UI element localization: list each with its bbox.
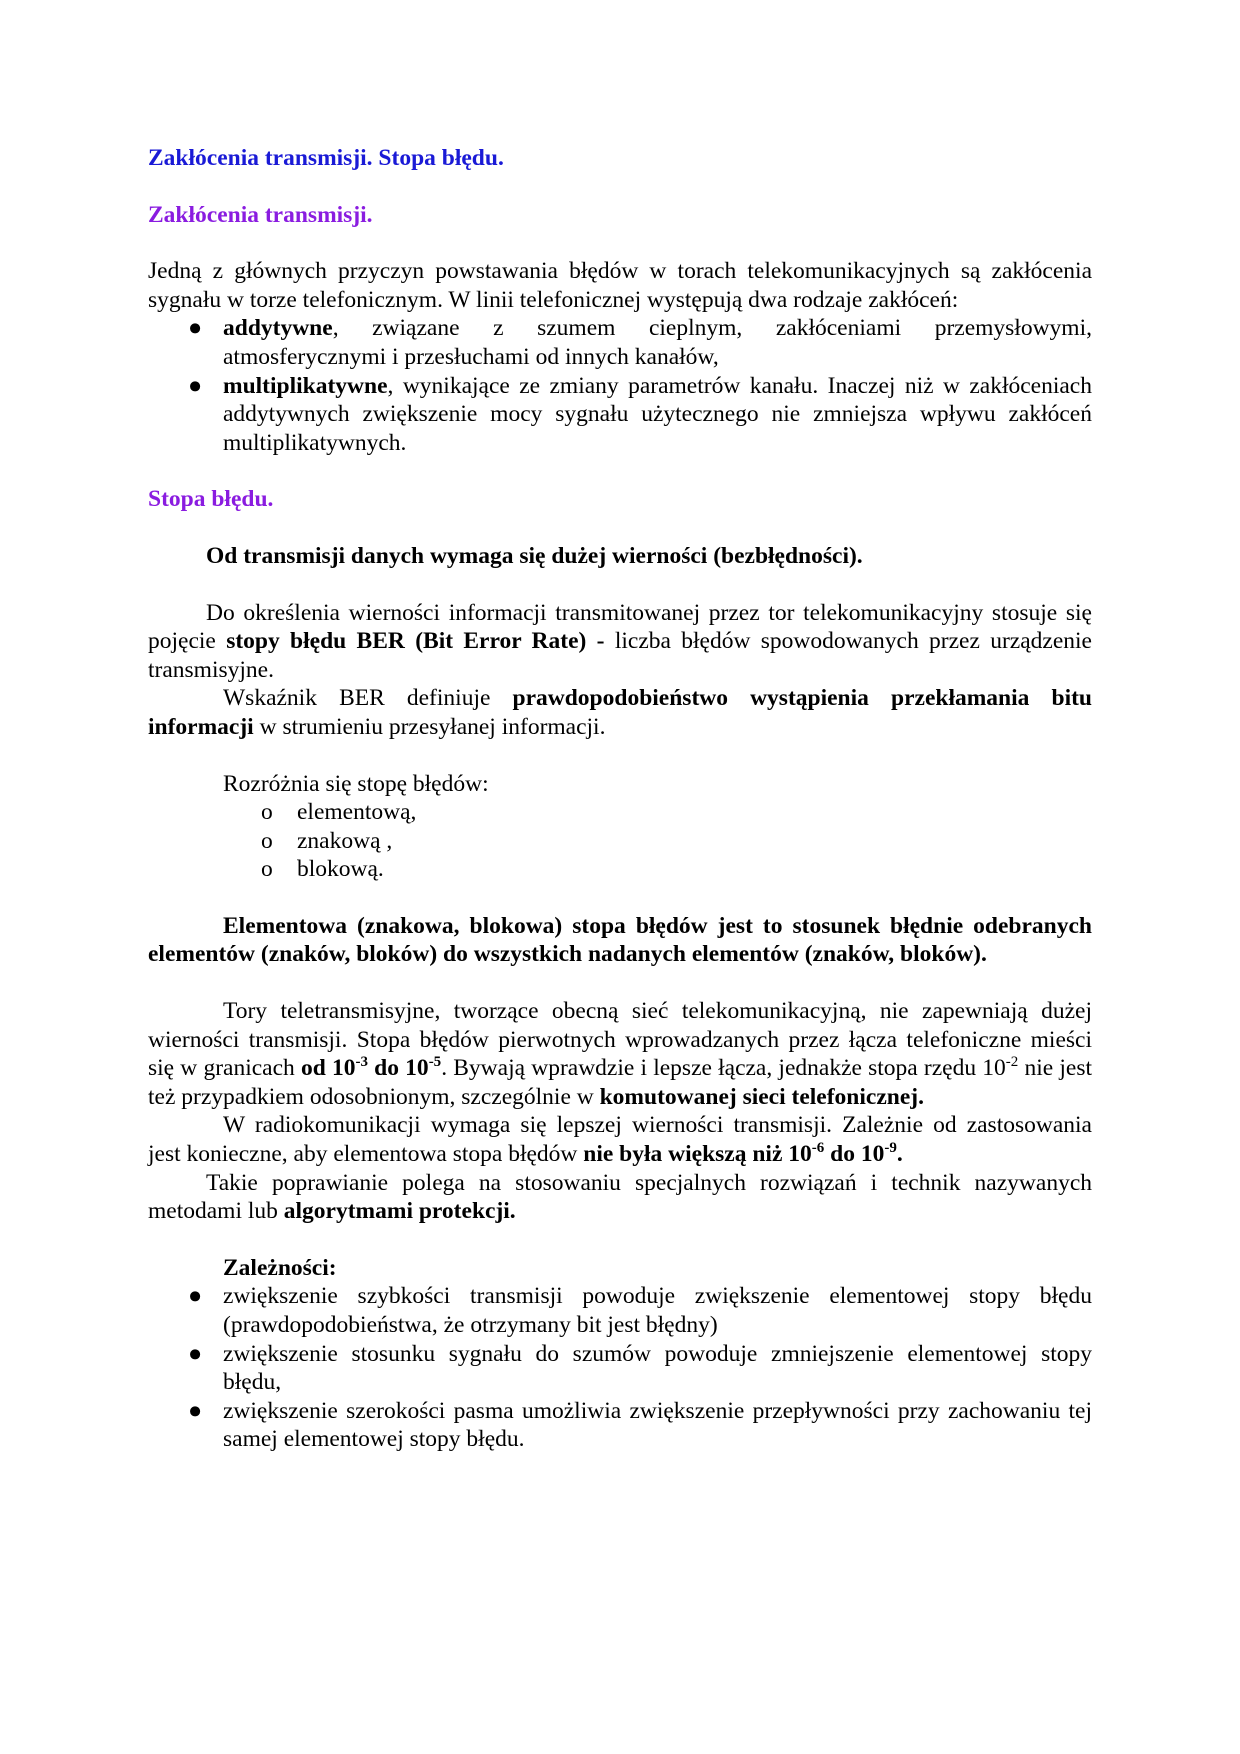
bold-text — [301, 1055, 441, 1081]
list-item-text: zwiększenie szybkości transmisji powoduje zwiększenie elementowej stopy błędu (prawdopodobieństwa, że otrzymany bit jest błędny) — [223, 1283, 1092, 1338]
document-body — [148, 144, 1092, 1454]
exponent: -6 — [811, 1140, 825, 1157]
exponent: -5 — [428, 1054, 442, 1071]
list-item — [148, 314, 1092, 371]
list-item — [148, 1397, 1092, 1454]
disturbance-types-list — [148, 314, 1092, 457]
list-item-text: zwiększenie szerokości pasma umożliwia zwiększenie przepływności przy zachowaniu tej samej elementowej stopy błędu. — [223, 1397, 1092, 1453]
term-description: , związane z szumem cieplnym, zakłóceniami przemysłowymi, atmosferycznymi i przesłuchami od innych kanałów, — [223, 315, 1092, 370]
dependencies-list — [148, 1282, 1092, 1454]
paragraph-ber-indicator — [148, 684, 1092, 741]
error-rate-types-list — [148, 798, 1092, 884]
bold-text: stopy błędu BER (Bit Error Rate) - — [226, 628, 605, 655]
document-title: Zakłócenia transmisji. Stopa błędu. — [148, 145, 504, 171]
list-item-text: blokową. — [297, 856, 384, 883]
text: nie jest też przypadkiem odosobnionym, szczególnie w — [148, 1055, 1092, 1110]
heading-text: Zależności: — [223, 1254, 337, 1281]
section-heading-error-rate: Stopa błędu. — [148, 486, 274, 513]
text: do 10 — [824, 1141, 885, 1168]
circle-bullet-icon: o — [261, 827, 273, 854]
exponent: -9 — [884, 1140, 897, 1157]
bullet-icon: ● — [188, 372, 203, 399]
list-item-text: zwiększenie stosunku sygnału do szumów powoduje zmniejszenie elementowej stopy błędu, — [223, 1340, 1092, 1396]
lead-statement — [148, 542, 1092, 571]
text: Takie poprawianie polega na stosowaniu specjalnych rozwiązań i technik nazywanych metodami lub — [148, 1169, 1092, 1225]
paragraph-radiocommunication — [148, 1111, 1092, 1168]
text: Wskaźnik BER definiuje — [223, 685, 513, 712]
bullet-icon: ● — [188, 315, 203, 342]
bold-text: prawdopodobieństwo wystąpienia przekłamania bitu informacji — [148, 685, 1092, 740]
text: . Bywają wprawdzie i lepsze łącza, jednakże stopa rzędu 10 — [441, 1055, 1006, 1082]
definition-text: Elementowa (znakowa, blokowa) stopa błędów jest to stosunek błędnie odebranych elementów (znaków, bloków) do wszystkich nadanych elementów (znaków, bloków). — [148, 912, 1092, 968]
list-item — [148, 798, 1092, 827]
text: od 10 — [300, 1055, 356, 1082]
section-heading-disturbances: Zakłócenia transmisji. — [148, 201, 373, 228]
text: Tory teletransmisyjne, tworzące obecną sieć telekomunikacyjną, nie zapewniają dużej wierności transmisji. Stopa błędów pierwotnych wprowadzanych przez łącza telefoniczne mieści się w granicach — [148, 998, 1092, 1082]
error-rate-types-lead: Rozróżnia się stopę błędów: — [223, 770, 489, 797]
bold-text — [583, 1141, 902, 1167]
text: do 10 — [367, 1055, 429, 1082]
circle-bullet-icon: o — [261, 856, 273, 883]
list-item — [148, 855, 1092, 884]
list-item-text: elementową, — [297, 799, 417, 826]
text: . — [896, 1141, 903, 1168]
paragraph-intro: Jedną z głównych przyczyn powstawania błędów w torach telekomunikacyjnych są zakłócenia sygnału w torze telefonicznym. W linii telefonicznej występują dwa rodzaje zakłóceń: — [148, 258, 1092, 313]
text: w strumieniu przesyłanej informacji. — [253, 713, 606, 740]
text: Do określenia wierności informacji transmitowanej przez tor telekomunikacyjny stosuje się pojęcie — [148, 599, 1092, 655]
text: W radiokomunikacji wymaga się lepszej wierności transmisji. Zależnie od zastosowania jest konieczne, aby elementowa stopa błędów — [148, 1112, 1092, 1168]
term-description: , wynikające ze zmiany parametrów kanału. Inaczej niż w zakłóceniach addytywnych zwiększenie mocy sygnału użytecznego nie zmniejsza wpływu zakłóceń multiplikatywnych. — [223, 372, 1092, 456]
bold-text: algorytmami protekcji. — [283, 1198, 516, 1225]
exponent: -3 — [355, 1054, 368, 1071]
bullet-icon: ● — [188, 1283, 203, 1310]
definition-paragraph — [148, 912, 1092, 969]
bullet-icon: ● — [188, 1340, 203, 1367]
list-item — [148, 827, 1092, 856]
list-item — [148, 372, 1092, 458]
dependencies-heading — [148, 1254, 1092, 1283]
term: addytywne — [223, 315, 333, 342]
paragraph-telephone-lines — [148, 997, 1092, 1111]
paragraph-ber-definition — [148, 599, 1092, 685]
paragraph-protection — [148, 1169, 1092, 1226]
list-item — [148, 1340, 1092, 1397]
bold-text: komutowanej sieci telefonicznej. — [599, 1083, 924, 1110]
circle-bullet-icon: o — [261, 799, 273, 826]
lead-text: Od transmisji danych wymaga się dużej wierności (bezbłędności). — [206, 542, 863, 569]
term: multiplikatywne — [223, 372, 388, 399]
text: liczba błędów spowodowanych przez urządzenie transmisyjne. — [148, 628, 1092, 683]
bullet-icon: ● — [188, 1397, 203, 1424]
list-item — [148, 1282, 1092, 1339]
list-item-text: znakową , — [297, 827, 393, 854]
text: nie była większą niż 10 — [583, 1141, 812, 1168]
exponent: -2 — [1005, 1054, 1019, 1071]
